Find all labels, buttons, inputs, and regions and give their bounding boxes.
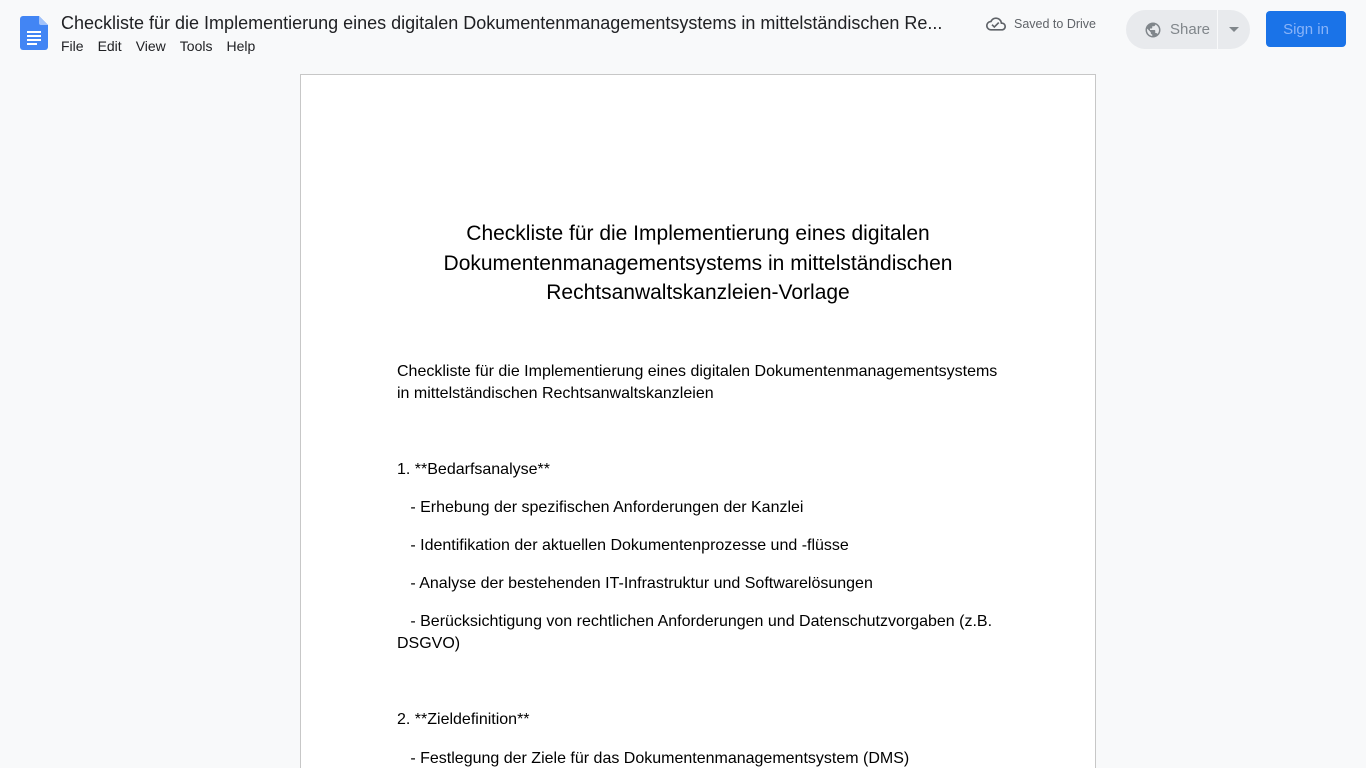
- document-title[interactable]: Checkliste für die Implementierung eines digitalen Dokumentenmanagementsystems in mittelständischen Re...: [61, 13, 943, 33]
- save-status[interactable]: [986, 14, 1096, 34]
- share-label: Share: [1170, 21, 1211, 38]
- list-item: - Analyse der bestehenden IT-Infrastruktur und Softwarelösungen: [397, 575, 873, 592]
- menu-tools[interactable]: Tools: [179, 38, 213, 54]
- intro-paragraph: Checkliste für die Implementierung eines digitalen Dokumentenmanagementsystems in mittelständischen Rechtsanwaltskanzleien: [397, 363, 1002, 402]
- section-2-title: 2. **Zieldefinition**: [397, 711, 530, 728]
- list-item: - Berücksichtigung von rechtlichen Anforderungen und Datenschutzvorgaben (z.B. DSGVO): [397, 613, 997, 652]
- google-docs-icon[interactable]: [20, 16, 48, 50]
- menu-edit[interactable]: Edit: [97, 38, 122, 54]
- cloud-done-icon: [986, 14, 1006, 34]
- list-item: - Festlegung der Ziele für das Dokumentenmanagementsystem (DMS): [397, 750, 910, 767]
- document-heading: Checkliste für die Implementierung eines digitalen Dokumentenmanagementsystems in mittelständischen Rechtsanwaltskanzleien-Vorlage: [443, 222, 953, 304]
- menu-bar: [54, 36, 262, 56]
- menu-file[interactable]: File: [61, 38, 84, 54]
- caret-down-icon: [1229, 27, 1239, 33]
- document-page[interactable]: [300, 74, 1096, 768]
- globe-icon: [1144, 21, 1162, 39]
- share-button[interactable]: [1126, 10, 1218, 49]
- section-1-title: 1. **Bedarfsanalyse**: [397, 461, 550, 478]
- list-item: - Identifikation der aktuellen Dokumentenprozesse und -flüsse: [397, 537, 849, 554]
- list-item: - Erhebung der spezifischen Anforderungen der Kanzlei: [397, 499, 804, 516]
- menu-view[interactable]: View: [135, 38, 166, 54]
- share-dropdown-button[interactable]: [1218, 10, 1250, 49]
- menu-help[interactable]: Help: [226, 38, 256, 54]
- top-bar: [0, 0, 1366, 64]
- sign-in-button[interactable]: Sign in: [1266, 11, 1346, 47]
- share-button-group: [1126, 10, 1250, 49]
- saved-label: Saved to Drive: [1014, 17, 1096, 31]
